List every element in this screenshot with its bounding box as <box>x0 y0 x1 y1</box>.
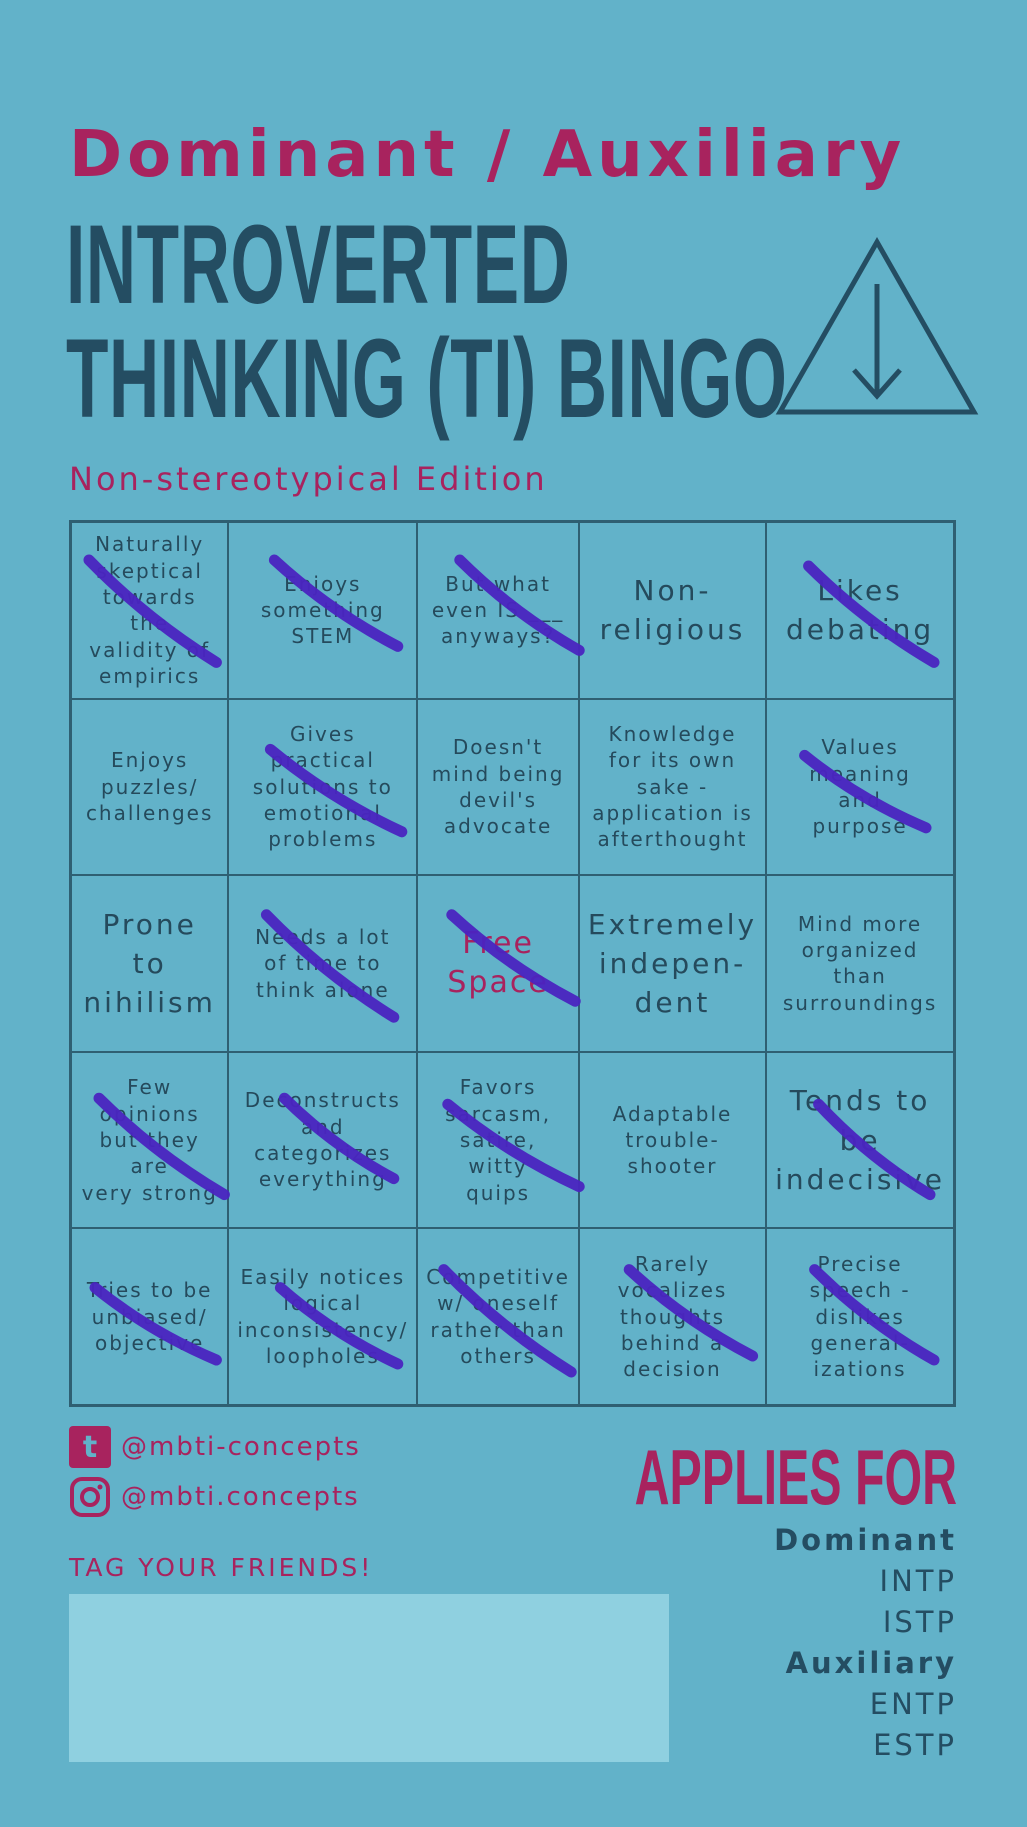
bingo-cell[interactable]: Naturally skeptical towards the validity of empirics <box>71 522 228 699</box>
title-line-1: INTROVERTED <box>66 202 571 327</box>
bingo-cell[interactable]: Likes debating <box>766 522 954 699</box>
bingo-cell[interactable]: Values meaning and purpose <box>766 699 954 876</box>
instagram-handle[interactable]: @mbti.concepts <box>121 1482 360 1512</box>
subtitle: Non-stereotypical Edition <box>69 460 548 498</box>
bingo-cell[interactable]: Tends to be indecisive <box>766 1052 954 1229</box>
bingo-cell[interactable]: Needs a lot of time to think alone <box>228 875 417 1052</box>
page-title <box>66 202 788 441</box>
bingo-cell[interactable]: Few opinions but they are very strong <box>71 1052 228 1229</box>
title-line-2: THINKING (TI) BINGO <box>66 316 788 441</box>
applies-type: ENTP <box>869 1687 957 1721</box>
applies-list <box>774 1520 957 1766</box>
bingo-cell[interactable]: Doesn't mind being devil's advocate <box>417 699 579 876</box>
bingo-cell[interactable]: Favors sarcasm, satire, witty quips <box>417 1052 579 1229</box>
bingo-cell[interactable]: Tries to be unbiased/ objective <box>71 1228 228 1405</box>
tag-friends-box <box>69 1594 669 1762</box>
bingo-cell[interactable]: Non- religious <box>579 522 766 699</box>
instagram-icon <box>69 1476 111 1518</box>
bingo-grid <box>69 520 956 1407</box>
triangle-down-arrow-icon <box>774 236 980 418</box>
applies-group-dominant: Dominant <box>774 1523 957 1557</box>
bingo-cell[interactable]: Enjoys puzzles/ challenges <box>71 699 228 876</box>
bingo-cell[interactable]: Mind more organized than surroundings <box>766 875 954 1052</box>
applies-title: APPLIES FOR <box>634 1433 957 1521</box>
tag-friends-label: TAG YOUR FRIENDS! <box>69 1553 374 1582</box>
applies-type: ESTP <box>873 1728 957 1762</box>
tumblr-handle[interactable]: @mbti-concepts <box>121 1432 361 1462</box>
bingo-cell[interactable]: Precise speech - dislikes general- izations <box>766 1228 954 1405</box>
bingo-cell[interactable]: Easily notices logical inconsistency/ loopholes <box>228 1228 417 1405</box>
bingo-cell[interactable]: Extremely indepen- dent <box>579 875 766 1052</box>
bingo-cell[interactable]: Competitive w/ oneself rather than others <box>417 1228 579 1405</box>
bingo-cell[interactable]: Knowledge for its own sake - application is afterthought <box>579 699 766 876</box>
tumblr-icon: t <box>69 1426 111 1468</box>
edition-type-label: Dominant / Auxiliary <box>69 118 907 192</box>
bingo-cell[interactable]: Gives practical solutions to emotional problems <box>228 699 417 876</box>
bingo-cell-free-space[interactable]: Free Space <box>417 875 579 1052</box>
applies-type: INTP <box>879 1564 957 1598</box>
bingo-cell[interactable]: Adaptable trouble- shooter <box>579 1052 766 1229</box>
bingo-cell[interactable]: But what even IS ___ anyways? <box>417 522 579 699</box>
tumblr-social[interactable] <box>69 1426 361 1468</box>
applies-type: ISTP <box>882 1605 957 1639</box>
applies-group-auxiliary: Auxiliary <box>785 1646 957 1680</box>
instagram-social[interactable] <box>69 1476 360 1518</box>
bingo-cell[interactable]: Enjoys something STEM <box>228 522 417 699</box>
bingo-cell[interactable]: Deconstructs and categorizes everything <box>228 1052 417 1229</box>
bingo-cell[interactable]: Rarely vocalizes thoughts behind a decision <box>579 1228 766 1405</box>
bingo-cell[interactable]: Prone to nihilism <box>71 875 228 1052</box>
